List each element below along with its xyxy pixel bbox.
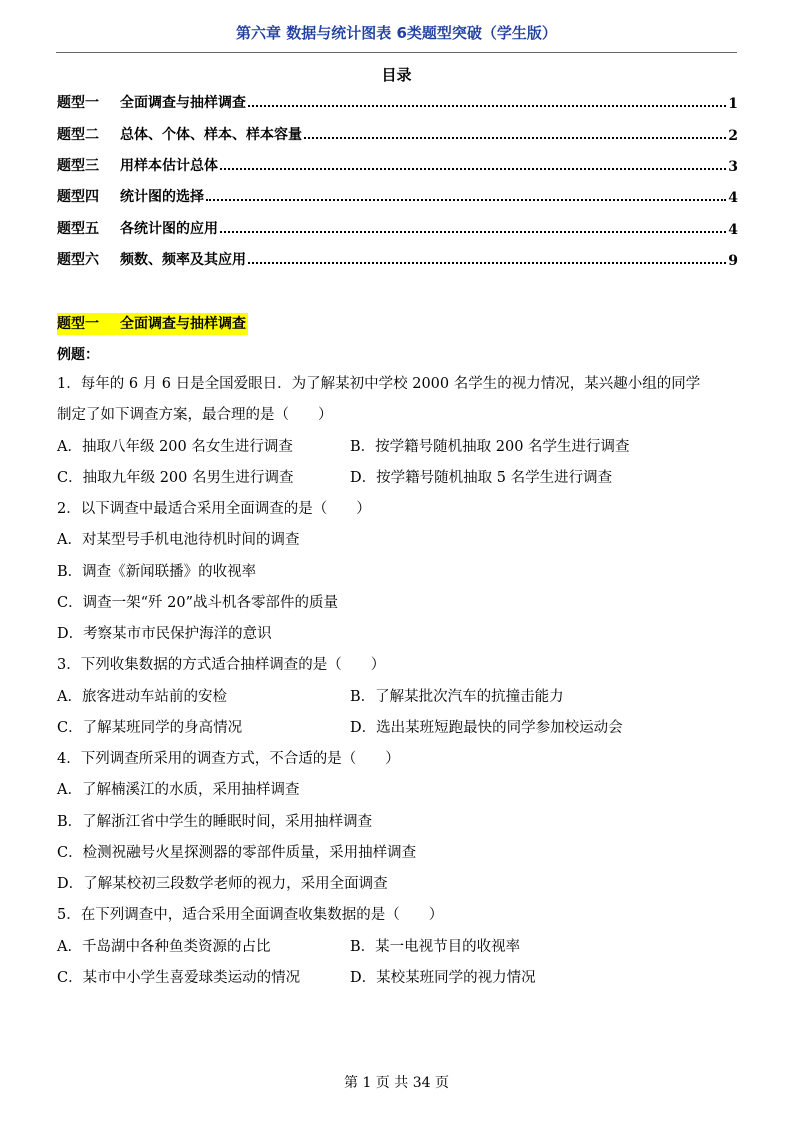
question-3-option-a: A．旅客进动车站前的安检 — [57, 689, 227, 705]
question-3-option-d: D．选出某班短跑最快的同学参加校运动会 — [350, 720, 623, 736]
toc-entry-text: 总体、个体、样本、样本容量 — [120, 127, 302, 143]
toc-entry-label: 题型五 — [57, 221, 99, 237]
question-3-stem: 3．下列收集数据的方式适合抽样调查的是（ ） — [57, 657, 386, 673]
toc-entry-page: 1 — [728, 96, 738, 112]
question-4-stem: 4．下列调查所采用的调查方式，不合适的是（ ） — [57, 751, 400, 767]
toc-entry-2[interactable] — [57, 124, 738, 144]
toc-entry-6[interactable] — [57, 249, 738, 269]
question-2-option-b: B．调查《新闻联播》的收视率 — [57, 564, 257, 580]
example-label: 例题： — [57, 347, 99, 363]
page-number-footer: 第 1 页 共 34 页 — [344, 1075, 449, 1091]
question-1-option-d: D．按学籍号随机抽取 5 名学生进行调查 — [350, 470, 613, 486]
question-1-stem-line-2: 制定了如下调查方案，最合理的是（ ） — [57, 407, 333, 423]
question-5-option-b: B．某一电视节目的收视率 — [350, 939, 521, 955]
toc-entry-text: 统计图的选择 — [120, 189, 204, 205]
question-1-option-a: A．抽取八年级 200 名女生进行调查 — [57, 439, 293, 455]
question-1-stem-line-1: 1．每年的 6 月 6 日是全国爱眼日．为了解某初中学校 2000 名学生的视力情况，某兴趣小组的同学 — [57, 376, 701, 392]
question-4-option-a: A．了解楠溪江的水质，采用抽样调查 — [57, 782, 300, 798]
toc-leader-dots — [206, 199, 726, 201]
toc-entry-label: 题型一 — [57, 95, 99, 111]
question-4-option-c: C．检测祝融号火星探测器的零部件质量，采用抽样调查 — [57, 845, 417, 861]
question-5-option-c: C．某市中小学生喜爱球类运动的情况 — [57, 970, 301, 986]
toc-entry-text: 用样本估计总体 — [120, 158, 218, 174]
section-heading-label: 题型一 — [57, 316, 99, 332]
question-2-option-a: A．对某型号手机电池待机时间的调查 — [57, 532, 300, 548]
section-heading-title: 全面调查与抽样调查 — [120, 316, 246, 332]
toc-entry-page: 4 — [728, 190, 738, 206]
toc-entry-text: 频数、频率及其应用 — [120, 252, 246, 268]
question-5-option-a: A．千岛湖中各种鱼类资源的占比 — [57, 939, 271, 955]
question-1-option-c: C．抽取九年级 200 名男生进行调查 — [57, 470, 294, 486]
toc-leader-dots — [248, 105, 726, 107]
question-5-option-d: D．某校某班同学的视力情况 — [350, 970, 536, 986]
toc-entry-text: 各统计图的应用 — [120, 221, 218, 237]
toc-entry-1[interactable] — [57, 92, 738, 112]
question-5-stem: 5．在下列调查中，适合采用全面调查收集数据的是（ ） — [57, 907, 444, 923]
toc-entry-page: 2 — [728, 128, 738, 144]
question-2-stem: 2．以下调查中最适合采用全面调查的是（ ） — [57, 501, 371, 517]
question-1-option-b: B．按学籍号随机抽取 200 名学生进行调查 — [350, 439, 630, 455]
section-heading — [57, 313, 248, 335]
toc-leader-dots — [248, 262, 726, 264]
question-3-option-b: B．了解某批次汽车的抗撞击能力 — [350, 689, 564, 705]
header-divider — [56, 52, 737, 53]
question-3-option-c: C．了解某班同学的身高情况 — [57, 720, 243, 736]
toc-leader-dots — [304, 137, 726, 139]
toc-entry-4[interactable] — [57, 186, 738, 206]
toc-entry-page: 3 — [728, 159, 738, 175]
toc-entry-text: 全面调查与抽样调查 — [120, 95, 246, 111]
toc-entry-5[interactable] — [57, 218, 738, 238]
toc-entry-page: 4 — [728, 222, 738, 238]
toc-entry-label: 题型二 — [57, 127, 99, 143]
question-2-option-c: C．调查一架“歼 20”战斗机各零部件的质量 — [57, 595, 338, 611]
toc-entry-label: 题型四 — [57, 189, 99, 205]
toc-title: 目录 — [381, 66, 412, 84]
toc-entry-label: 题型三 — [57, 158, 99, 174]
toc-entry-page: 9 — [728, 253, 738, 269]
toc-leader-dots — [220, 231, 726, 233]
question-4-option-d: D．了解某校初三段数学老师的视力，采用全面调查 — [57, 876, 388, 892]
question-4-option-b: B．了解浙江省中学生的睡眠时间，采用抽样调查 — [57, 814, 373, 830]
toc-entry-label: 题型六 — [57, 252, 99, 268]
toc-leader-dots — [220, 168, 726, 170]
document-header-title: 第六章 数据与统计图表 6类题型突破（学生版） — [236, 24, 557, 42]
toc-entry-3[interactable] — [57, 155, 738, 175]
question-2-option-d: D．考察某市市民保护海洋的意识 — [57, 626, 272, 642]
